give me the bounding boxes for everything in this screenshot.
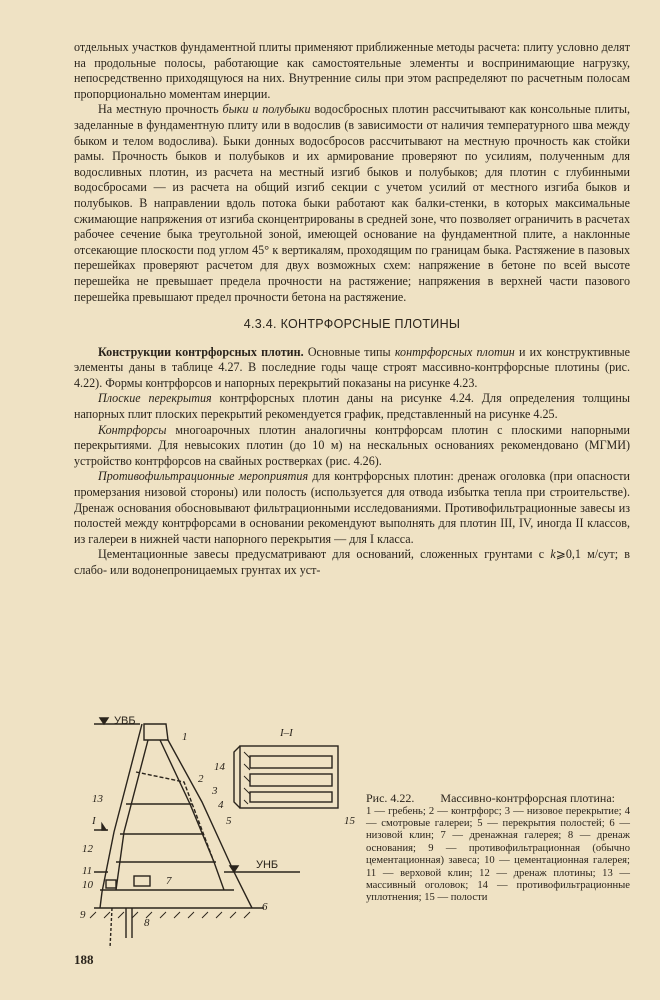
- section-head: [234, 746, 240, 808]
- cavity: [250, 774, 332, 786]
- paragraph: Контрфорсы многоарочных плотин аналогичны контрфорсам плотин с плоскими напорными перекрытиями. Для невысоких плотин (до 10 м) на нескальных основаниях рекомендовано (МГМИ) устройство контрфорсов на свайных ростверках (рис. 4.26).: [74, 422, 630, 468]
- cavity: [250, 792, 332, 802]
- figure-number-label: 12: [82, 843, 93, 855]
- arrow-icon: [102, 824, 106, 830]
- label-unb-top: УВБ: [114, 715, 136, 727]
- section-hatching: [244, 752, 250, 804]
- paragraph: Противофильтрационные мероприятия для контрфорсных плотин: дренаж оголовка (при опасности промерзания низовой стороны) или полость (используется для отвода избытка тепла при строительстве). Дренаж основания обосновывают фильтрационными исследованиями. Противофильтрационные завесы из полостей между контрфорсами в основании рекомендуют выполнять для плотин III, IV, иногда II классов, из галереи в нижней части напорного перекрытия — для I класса.: [74, 469, 631, 546]
- paragraph: отдельных участков фундаментной плиты применяют приближенные методы расчета: плиту условно делят на продольные полосы, работающие как самостоятельные элементы и воспринимающие нагрузку, непосредственно приходящуюся на них. Внутренние силы при этом распределяют по расчетным полосам пропорционально моментам инерции.: [74, 40, 630, 101]
- paragraph: Цементационные завесы предусматривают для оснований, сложенных грунтами с k⩾0,1 м/сут; в слабо- или водонепроницаемых грунтах их уст-: [74, 547, 630, 577]
- figure-number-label: 2: [198, 773, 204, 785]
- water-level-marker: [230, 866, 238, 872]
- ground-hatching: [90, 912, 250, 918]
- section-i-i-detail: [234, 746, 338, 808]
- figure-number-label: 5: [226, 815, 232, 827]
- figure-number-label: 7: [166, 875, 172, 887]
- figure-number-label: 8: [144, 917, 150, 929]
- caption-title: Рис. 4.22. Массивно-контрфорсная плотина:: [366, 791, 615, 805]
- paragraph: На местную прочность быки и полубыки водосбросных плотин рассчитывают как консольные плиты, заделанные в фундаментную плиту или в водослив (в зависимости от наличия температурного шва между быком и телом водослива). Быки донных водосбросов рассчитывают на местную прочность как стойки рамы. Прочность быков и полубыков и их армирование проверяют по усилиям, полученным для водосливных плотин, из расчета на местный изгиб быков и полубыков; для плотин с глубинными водосбросами — из расчета на общий изгиб секции с учетом усилий от местного изгиба быков и полубыков. В направлении вдоль потока быки работают как балки-стенки, в которых максимальные сжимающие напряжения от изгиба сконцентрированы в средней зоне, что позволяет ограничить в расчетах рабочее сечение быка треугольной зоной, имеющей основание на фундаментной плите, а наклонные отсекающие плоскости под углом 45° к вертикалям, проходящим по границам быка. Растяжение в пазовых перешейках проверяют расчетом для двух возможных схем: напряжение в бетоне по всей высоте перешейка не превышает предела прочности на растяжение; напряжения в верхней части пазового перешейка превышают предел прочности бетона на растяжение.: [74, 102, 630, 304]
- figure-labels: [80, 715, 356, 929]
- figure-number-label: 9: [80, 909, 86, 921]
- section-label: I–I: [280, 727, 293, 739]
- water-level-marker: [100, 718, 108, 724]
- section-heading: 4.3.4. КОНТРФОРСНЫЕ ПЛОТИНЫ: [243, 317, 461, 332]
- figure-number-label: 4: [218, 799, 224, 811]
- figure-number-label: 10: [82, 879, 93, 891]
- buttress-line: [136, 772, 214, 862]
- paragraph: Плоские перекрытия контрфорсных плотин даны на рисунке 4.24. Для определения толщины напорных плит плоских перекрытий рекомендуется график, представленный на рисунке 4.25.: [74, 391, 631, 422]
- figure-number-label: 15: [344, 815, 355, 827]
- label-unb-bottom: УНБ: [256, 859, 279, 871]
- dam-cross-section: [90, 718, 300, 948]
- section-cut-line: [94, 830, 108, 872]
- figure-number-label: 11: [82, 865, 93, 877]
- caption-legend: 1 — гребень; 2 — контрфорс; 3 — низовое перекрытие; 4 — смотровые галереи; 5 — перекрытия полостей; 6 — низовой клин; 7 — дренажная галерея; 8 — дренаж основания; 9 — противофильтрационная (обычно цементационная) завеса; 10 — цементационная галерея; 11 — верховой клин; 12 — дренаж плотины; 13 — массивный оголовок; 14 — противофильтрационные уплотнения; 15 — полости: [366, 805, 630, 904]
- body-text: [74, 40, 630, 579]
- cementation-gallery: [106, 880, 116, 888]
- figure-number-label: 14: [214, 761, 225, 773]
- figure-caption: [366, 791, 630, 905]
- foundation-drain: [126, 908, 132, 938]
- figure-number-label: 6: [262, 901, 268, 913]
- page-number: 188: [74, 952, 94, 967]
- section-outline: [240, 746, 338, 808]
- figure-number-label: 13: [92, 793, 103, 805]
- cavity: [250, 756, 332, 768]
- cut-mark: I: [92, 815, 96, 827]
- crest-shape: [144, 724, 168, 740]
- grout-curtain: [110, 908, 112, 948]
- figure-number-label: 3: [212, 785, 218, 797]
- drainage-gallery: [134, 876, 150, 886]
- figure-number-label: 1: [182, 731, 188, 743]
- paragraph: Конструкции контрфорсных плотин. Основные типы контрфорсных плотин и их конструктивные элементы даны в таблице 4.27. В последние годы чаще строят массивно-контрфорсные плотины (рис. 4.22). Формы контрфорсов и напорных перекрытий показаны на рисунке 4.23.: [74, 344, 630, 390]
